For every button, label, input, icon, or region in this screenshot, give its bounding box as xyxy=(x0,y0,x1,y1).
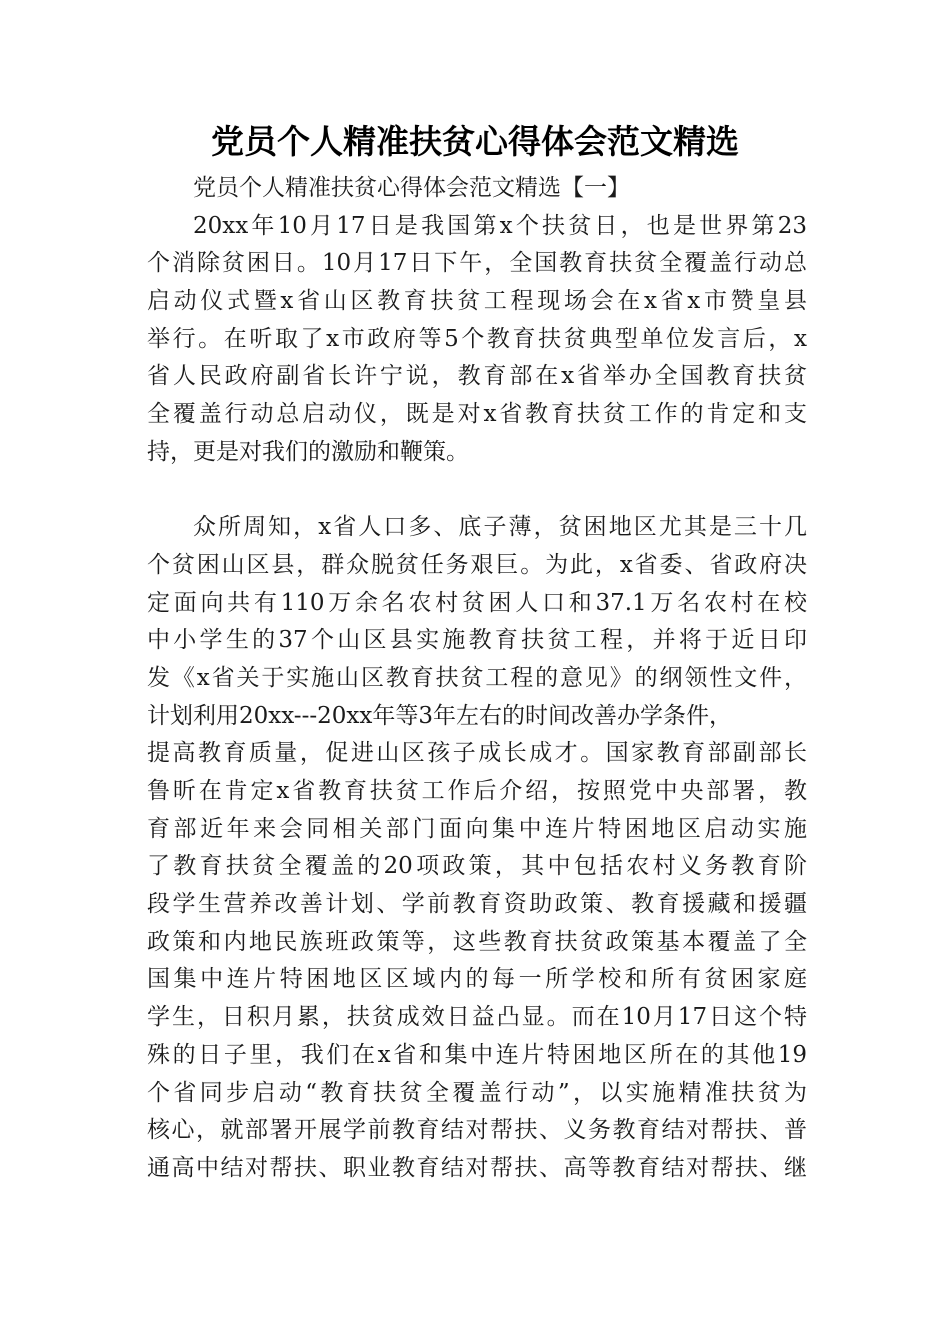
text-line: 中小学生的37个山区县实施教育扶贫工程，并将于近日印 xyxy=(147,627,807,654)
text-line: 举行。在听取了x市政府等5个教育扶贫典型单位发言后，x xyxy=(147,325,807,352)
text-line: 定面向共有110万余名农村贫困人口和37.1万名农村在校 xyxy=(147,589,807,616)
text-line: 政策和内地民族班政策等，这些教育扶贫政策基本覆盖了全 xyxy=(147,928,807,955)
text-line: 计划利用20xx---20xx年等3年左右的时间改善办学条件， xyxy=(147,702,732,729)
text-line: 个消除贫困日。10月17日下午，全国教育扶贫全覆盖行动总 xyxy=(147,250,807,277)
text-line: 省人民政府副省长许宁说，教育部在x省举办全国教育扶贫 xyxy=(147,363,807,390)
section-heading: 党员个人精准扶贫心得体会范文精选【一】 xyxy=(193,175,630,201)
document-title: 党员个人精准扶贫心得体会范文精选 xyxy=(211,122,739,161)
paragraph-gap xyxy=(147,472,807,510)
text-line: 段学生营养改善计划、学前教育资助政策、教育援藏和援疆 xyxy=(147,891,807,918)
text-line: 个贫困山区县，群众脱贫任务艰巨。为此，x省委、省政府决 xyxy=(147,551,807,578)
paragraph-1 xyxy=(147,208,807,472)
text-line: 育部近年来会同相关部门面向集中连片特困地区启动实施 xyxy=(147,815,807,842)
text-line: 通高中结对帮扶、职业教育结对帮扶、高等教育结对帮扶、继 xyxy=(147,1154,807,1181)
text-line: 了教育扶贫全覆盖的20项政策，其中包括农村义务教育阶 xyxy=(147,853,807,880)
text-line: 持，更是对我们的激励和鞭策。 xyxy=(147,438,469,465)
text-line: 启动仪式暨x省山区教育扶贫工程现场会在x省x市赞皇县 xyxy=(147,288,807,315)
text-line: 全覆盖行动总启动仪，既是对x省教育扶贫工作的肯定和支 xyxy=(147,401,807,428)
text-line: 国集中连片特困地区区域内的每一所学校和所有贫困家庭 xyxy=(147,966,807,993)
text-line: 发《x省关于实施山区教育扶贫工程的意见》的纲领性文件， xyxy=(147,664,807,691)
text-line: 20xx年10月17日是我国第x个扶贫日，也是世界第23 xyxy=(193,212,807,239)
text-line: 个省同步启动“教育扶贫全覆盖行动”，以实施精准扶贫为 xyxy=(147,1079,807,1106)
text-line: 鲁昕在肯定x省教育扶贫工作后介绍，按照党中央部署，教 xyxy=(147,778,807,804)
text-line: 核心，就部署开展学前教育结对帮扶、义务教育结对帮扶、普 xyxy=(147,1117,807,1144)
paragraph-2 xyxy=(147,509,807,1187)
text-line: 学生，日积月累，扶贫成效日益凸显。而在10月17日这个特 xyxy=(147,1004,807,1031)
text-line: 提高教育质量，促进山区孩子成长成才。国家教育部副部长 xyxy=(147,740,807,767)
document-body xyxy=(147,170,807,1188)
text-line: 殊的日子里，我们在x省和集中连片特困地区所在的其他19 xyxy=(147,1041,807,1068)
text-line: 众所周知，x省人口多、底子薄，贫困地区尤其是三十几 xyxy=(193,514,807,541)
